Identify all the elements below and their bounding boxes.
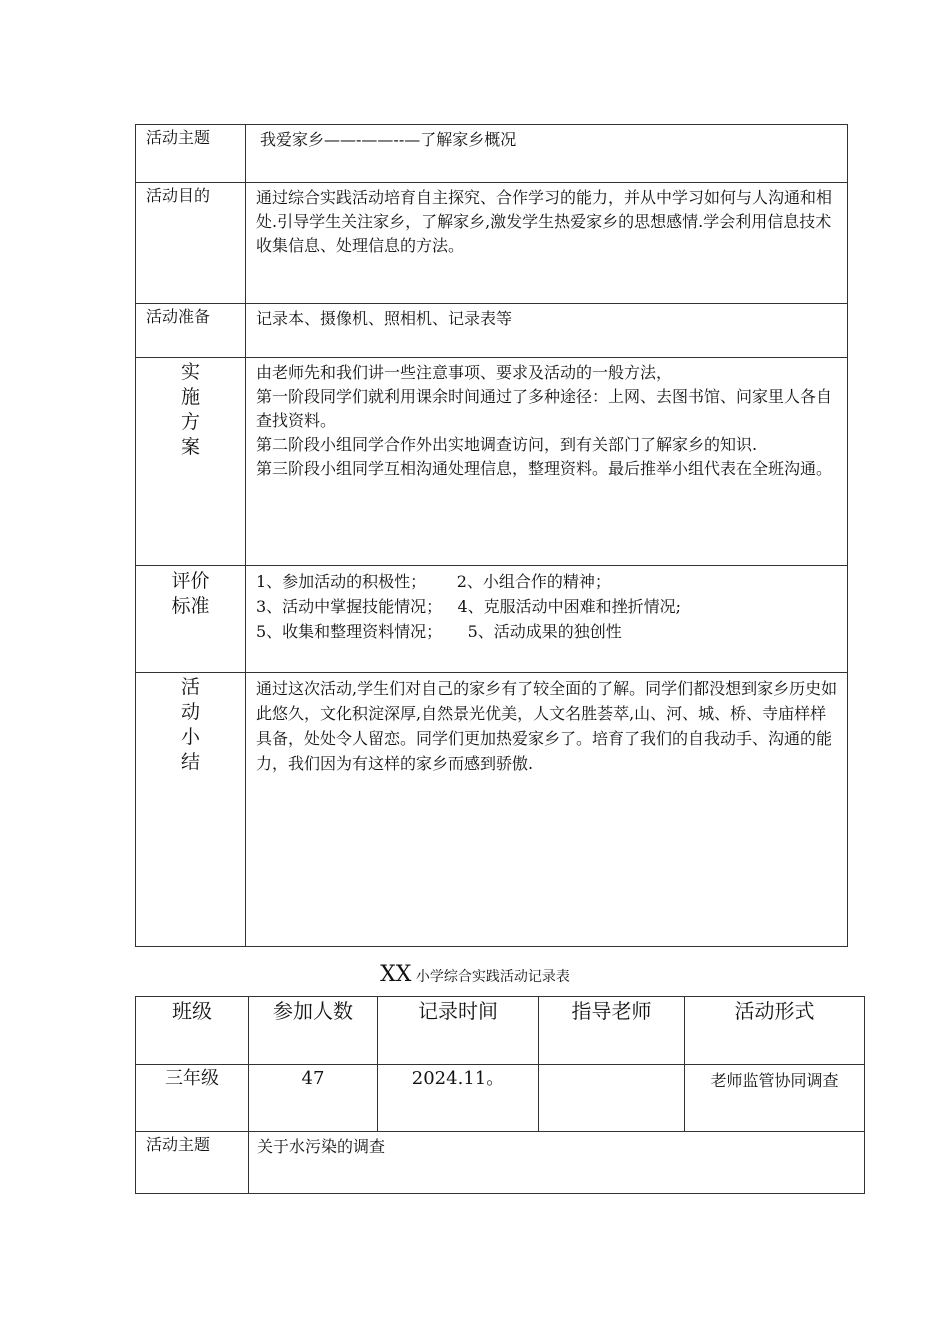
summary-value-cell (246, 673, 848, 947)
plan-label-char: 方 (180, 411, 200, 433)
summary-value: 通过这次活动,学生们对自己的家乡有了较全面的了解。同学们都没想到家乡历史如此悠久，文化积淀深厚,自然景光优美，人文名胜荟萃,山、河、城、桥、寺庙样样具备，处处令人留恋。同学们更加热爱家乡了。培育了我们的自我动手、沟通的能力，我们因为有这样的家乡而感到骄傲. (256, 679, 838, 773)
plan-paragraph: 第一阶段同学们就利用课余时间通过了多种途径：上网、去图书馆、问家里人各自查找资料。 (256, 387, 833, 430)
summary-label-cell (136, 673, 246, 947)
eval-criteria-line: 1、参加活动的积极性； 2、小组合作的精神； (256, 572, 611, 591)
eval-criteria-line: 5、收集和整理资料情况； 5、活动成果的独创性 (256, 622, 622, 641)
title-text: 小学综合实践活动记录表 (411, 969, 570, 985)
value-record-time: 2024.11。 (378, 1065, 539, 1132)
value-class: 三年级 (136, 1065, 249, 1132)
summary-label-char: 活 (180, 676, 200, 698)
eval-label-cell (136, 566, 246, 673)
plan-label-char: 施 (180, 386, 200, 408)
plan-paragraph: 第二阶段小组同学合作外出实地调查访问，到有关部门了解家乡的知识. (256, 435, 758, 454)
purpose-label: 活动目的 (146, 186, 211, 205)
plan-paragraph: 第三阶段小组同学互相沟通处理信息，整理资料。最后推举小组代表在全班沟通。 (256, 459, 833, 478)
plan-value (246, 358, 847, 481)
purpose-value-cell (246, 183, 848, 304)
info-topic-value-cell (249, 1132, 865, 1194)
value-participants: 47 (249, 1065, 378, 1132)
eval-value-cell (246, 566, 848, 673)
activity-record-table (135, 124, 848, 947)
summary-label-char: 结 (180, 751, 200, 773)
plan-label-char: 实 (180, 361, 200, 383)
plan-value-cell (246, 358, 848, 566)
eval-label-line: 评价 (171, 570, 210, 592)
plan-label-cell (136, 358, 246, 566)
header-record-time: 记录时间 (378, 997, 539, 1065)
topic-value-cell (246, 125, 848, 183)
eval-label-line: 标准 (171, 595, 210, 617)
header-activity-form: 活动形式 (685, 997, 865, 1065)
topic-value: 我爱家乡——-——--—了解家乡概况 (260, 130, 517, 149)
header-class: 班级 (136, 997, 249, 1065)
second-table-title (0, 962, 950, 990)
plan-label-char: 案 (180, 436, 200, 458)
eval-value (246, 566, 847, 644)
info-topic-value: 关于水污染的调查 (257, 1137, 386, 1156)
activity-info-table (135, 996, 865, 1194)
prep-label: 活动准备 (146, 307, 211, 326)
prep-label-cell (136, 304, 246, 358)
topic-label: 活动主题 (146, 128, 211, 147)
summary-label (136, 673, 245, 775)
topic-label-cell (136, 125, 246, 183)
eval-criteria-line: 3、活动中掌握技能情况； 4、克服活动中困难和挫折情况; (256, 597, 682, 616)
info-topic-label-cell (136, 1132, 249, 1194)
value-teacher (539, 1065, 685, 1132)
plan-paragraph: 由老师先和我们讲一些注意事项、要求及活动的一般方法， (256, 363, 673, 382)
prep-value: 记录本、摄像机、照相机、记录表等 (256, 309, 513, 328)
purpose-value: 通过综合实践活动培育自主探究、合作学习的能力，并从中学习如何与人沟通和相处.引导学生关注家乡，了解家乡,激发学生热爱家乡的思想感情.学会利用信息技术收集信息、处理信息的方法。 (256, 188, 833, 255)
summary-label-char: 动 (180, 701, 200, 723)
prep-value-cell (246, 304, 848, 358)
plan-label (136, 358, 245, 460)
summary-label-char: 小 (180, 726, 200, 748)
info-topic-label: 活动主题 (146, 1135, 211, 1154)
header-participants: 参加人数 (249, 997, 378, 1065)
purpose-label-cell (136, 183, 246, 304)
eval-label (136, 566, 245, 619)
title-prefix: XX (380, 962, 412, 987)
header-teacher: 指导老师 (539, 997, 685, 1065)
value-activity-form: 老师监管协同调查 (685, 1065, 865, 1132)
